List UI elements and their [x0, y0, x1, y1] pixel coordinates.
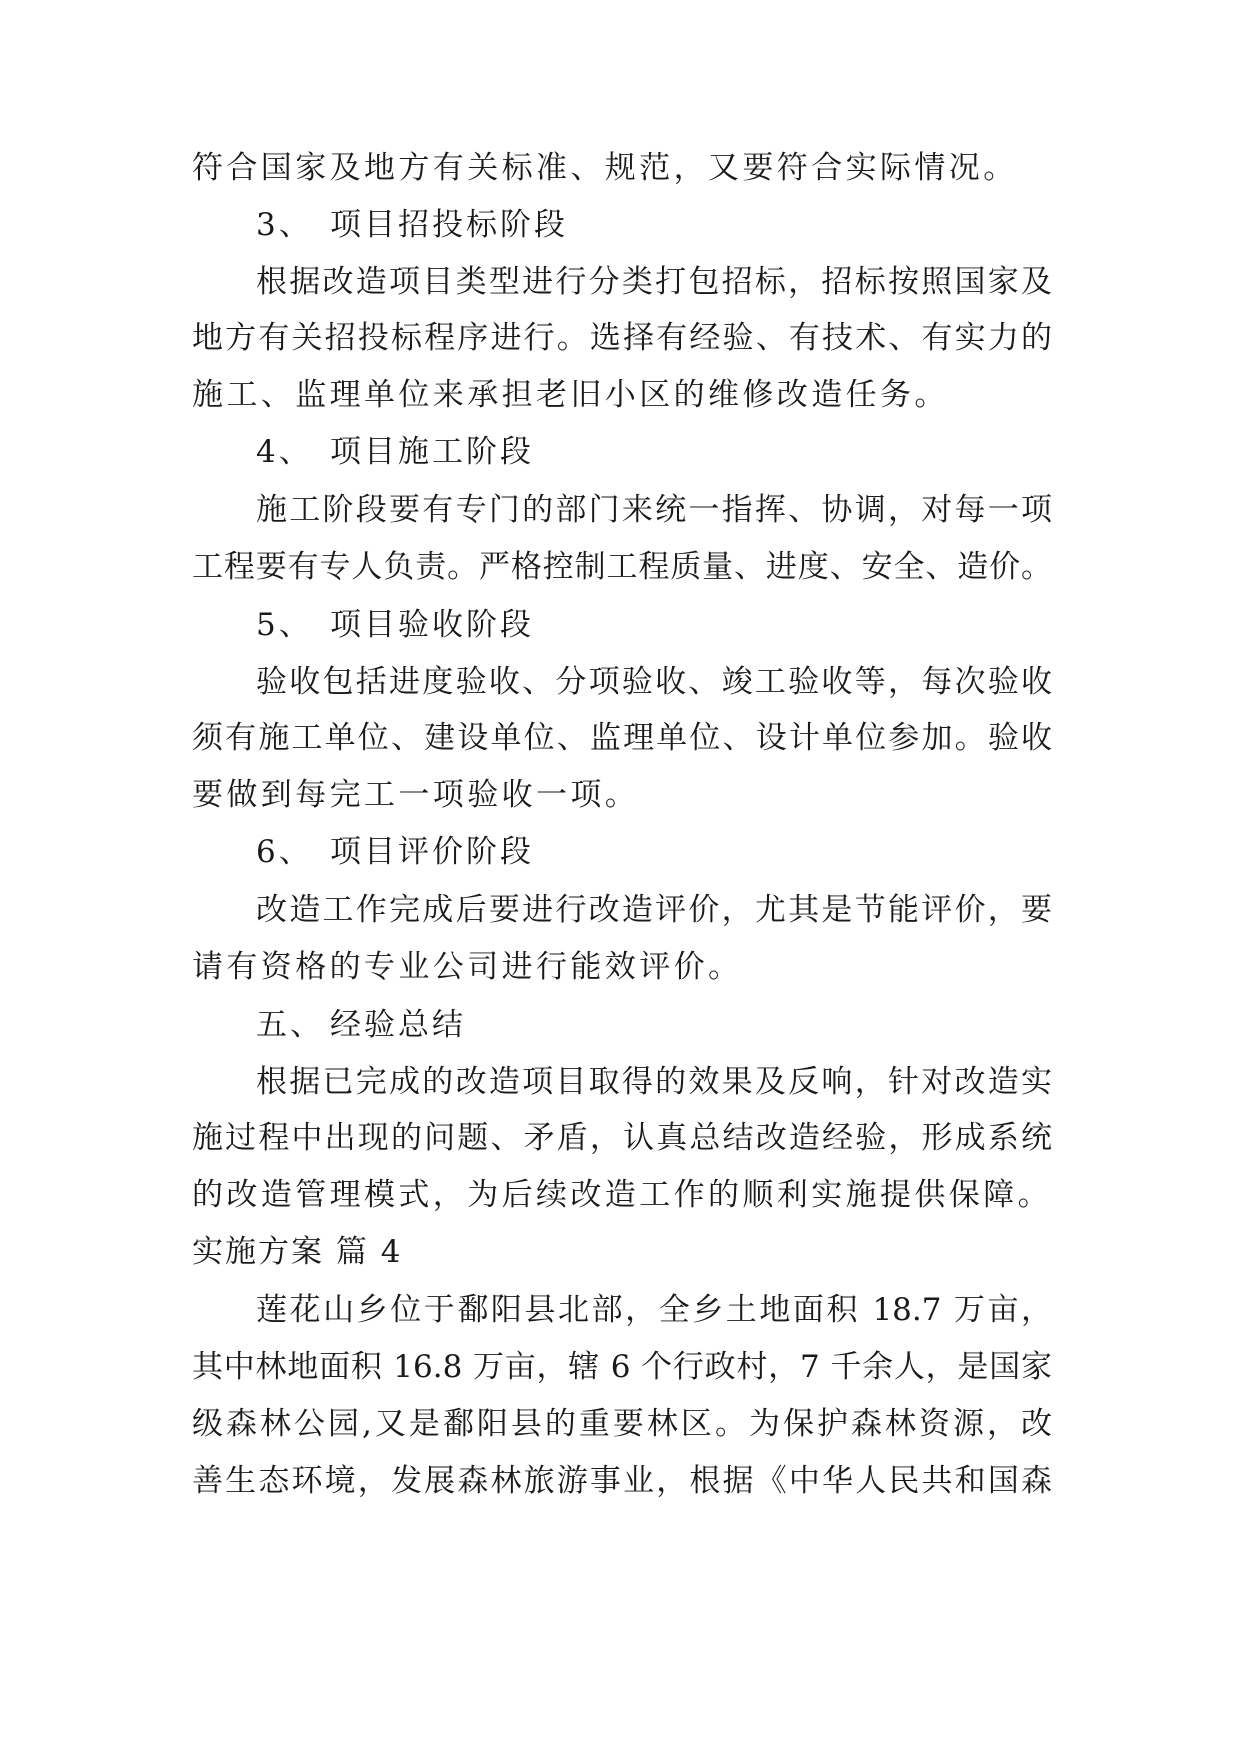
section-heading	[256, 205, 956, 245]
paragraph-line: 级森林公园,又是鄱阳县的重要林区。为保护森林资源，改	[192, 1406, 1052, 1442]
heading-number: 五、	[256, 1007, 324, 1043]
section-title: 实施方案 篇 4	[192, 1234, 403, 1270]
heading-number: 6、	[256, 834, 313, 870]
paragraph-line: 须有施工单位、建设单位、监理单位、设计单位参加。验收	[192, 720, 1052, 756]
paragraph-line: 要做到每完工一项验收一项。	[192, 777, 640, 813]
section-heading	[256, 432, 956, 472]
heading-text: 项目验收阶段	[330, 607, 534, 643]
section-heading	[256, 832, 956, 872]
paragraph-line: 施过程中出现的问题、矛盾，认真总结改造经验，形成系统	[192, 1120, 1052, 1156]
paragraph-line: 根据改造项目类型进行分类打包招标，招标按照国家及	[256, 264, 1052, 300]
paragraph-line: 符合国家及地方有关标准、规范，又要符合实际情况。	[192, 150, 1018, 186]
paragraph-line: 地方有关招投标程序进行。选择有经验、有技术、有实力的	[192, 320, 1052, 356]
paragraph-line: 请有资格的专业公司进行能效评价。	[192, 949, 743, 985]
heading-text: 项目施工阶段	[330, 434, 534, 470]
paragraph-line: 善生态环境，发展森林旅游事业，根据《中华人民共和国森	[192, 1463, 1052, 1499]
paragraph-line: 工程要有专人负责。严格控制工程质量、进度、安全、造价。	[192, 549, 1052, 585]
section-heading	[256, 605, 956, 645]
section-heading	[256, 1005, 956, 1045]
heading-text: 经验总结	[330, 1007, 466, 1043]
heading-number: 4、	[256, 434, 313, 470]
heading-number: 3、	[256, 207, 313, 243]
paragraph-line: 根据已完成的改造项目取得的效果及反响，针对改造实	[256, 1064, 1052, 1100]
paragraph-line: 的改造管理模式，为后续改造工作的顺利实施提供保障。	[192, 1177, 1052, 1213]
paragraph-line: 验收包括进度验收、分项验收、竣工验收等，每次验收	[256, 664, 1052, 700]
paragraph-line: 改造工作完成后要进行改造评价，尤其是节能评价，要	[256, 892, 1052, 928]
paragraph-line: 莲花山乡位于鄱阳县北部，全乡土地面积 18.7 万亩，	[256, 1292, 1052, 1328]
heading-text: 项目评价阶段	[330, 834, 534, 870]
paragraph-line: 施工阶段要有专门的部门来统一指挥、协调，对每一项	[256, 492, 1052, 528]
heading-text: 项目招投标阶段	[330, 207, 568, 243]
heading-number: 5、	[256, 607, 313, 643]
paragraph-line: 施工、监理单位来承担老旧小区的维修改造任务。	[192, 377, 949, 413]
paragraph-line: 其中林地面积 16.8 万亩，辖 6 个行政村，7 千余人，是国家	[192, 1349, 1052, 1385]
